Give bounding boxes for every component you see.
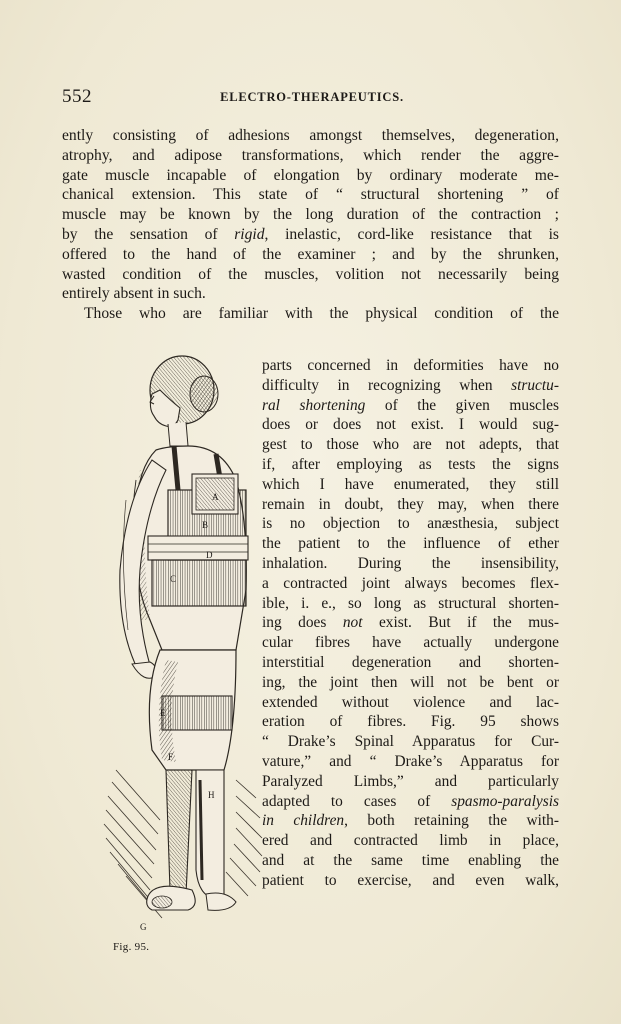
text-line bbox=[262, 376, 559, 396]
text-line bbox=[262, 811, 559, 831]
text-line: “ Drake’s Spinal Apparatus for Cur- bbox=[262, 733, 559, 751]
text-line: entirely absent in such. bbox=[62, 285, 206, 303]
text-line: is no objection to anæsthesia, subject bbox=[262, 515, 559, 533]
text-line: ently consisting of adhesions amongst themselves, degeneration, bbox=[62, 127, 559, 144]
text-line: which I have enumerated, they still bbox=[262, 475, 559, 493]
body-text-full-width bbox=[62, 126, 559, 324]
text-segment: by the sensation of bbox=[62, 225, 235, 243]
text-segment: , inelastic, cord-like resistance that is bbox=[264, 225, 559, 243]
text-line: ing, the joint then will not be bent or bbox=[262, 673, 559, 691]
text-line: gest to those who are not adepts, that bbox=[262, 436, 559, 454]
text-line: patient to exercise, and even walk, bbox=[262, 871, 559, 889]
text-line: Paralyzed Limbs,” and particularly bbox=[262, 772, 559, 790]
text-line: if, after employing as tests the signs bbox=[262, 455, 559, 473]
running-title: ELECTRO-THERAPEUTICS. bbox=[220, 90, 404, 104]
text-line: remain in doubt, they may, when there bbox=[262, 495, 559, 513]
text-line: offered to the hand of the examiner ; and by the shrunken, bbox=[62, 245, 559, 263]
text-segment: adapted to cases of bbox=[262, 792, 452, 810]
italic-word: not bbox=[342, 614, 363, 632]
italic-word: ral shortening bbox=[262, 396, 366, 414]
text-line: muscle may be known by the long duration of the contraction ; bbox=[62, 206, 559, 224]
text-line: gate muscle incapable of elongation by ordinary moderate me- bbox=[62, 166, 559, 184]
figure-head bbox=[150, 356, 218, 446]
italic-word: in children bbox=[262, 812, 345, 830]
svg-text:H: H bbox=[208, 790, 215, 800]
text-line: cular fibres have actually undergone bbox=[262, 634, 559, 652]
running-head bbox=[62, 86, 562, 108]
text-line: does or does not exist. I would sug- bbox=[262, 416, 559, 434]
text-line: a contracted joint always becomes flex- bbox=[262, 574, 559, 592]
text-line bbox=[62, 225, 559, 245]
text-line: the patient to the influence of ether bbox=[262, 535, 559, 553]
italic-word: rigid bbox=[234, 225, 265, 243]
svg-text:G: G bbox=[140, 922, 147, 932]
svg-text:A: A bbox=[212, 492, 219, 502]
text-line: parts concerned in deformities have no bbox=[262, 357, 559, 374]
text-line: and at the same time enabling the bbox=[262, 851, 559, 869]
figure-caption: Fig. 95. bbox=[113, 941, 150, 953]
svg-text:B: B bbox=[202, 520, 209, 530]
figure-legs bbox=[140, 650, 236, 932]
text-segment: , both retaining the with- bbox=[344, 812, 559, 830]
text-segment: ing does bbox=[262, 614, 343, 632]
svg-text:F: F bbox=[168, 752, 174, 762]
text-line: vature,” and “ Drake’s Apparatus for bbox=[262, 752, 559, 770]
text-line bbox=[262, 613, 559, 633]
italic-word: structu- bbox=[511, 376, 559, 394]
text-line: inhalation. During the insensibility, bbox=[262, 554, 559, 572]
figure-95-illustration bbox=[96, 350, 264, 935]
text-line: Those who are familiar with the physical condition of the bbox=[84, 305, 559, 323]
text-line: ered and contracted limb in place, bbox=[262, 832, 559, 850]
text-line: extended without violence and lac- bbox=[262, 693, 559, 711]
text-line: atrophy, and adipose transformations, which render the aggre- bbox=[62, 146, 559, 164]
svg-text:C: C bbox=[170, 574, 177, 584]
text-line: eration of fibres. Fig. 95 shows bbox=[262, 713, 559, 731]
text-line: ible, i. e., so long as structural shorten- bbox=[262, 594, 559, 612]
italic-word: spasmo-paralysis bbox=[451, 792, 559, 810]
text-line bbox=[262, 396, 559, 416]
text-line: interstitial degeneration and shorten- bbox=[262, 653, 559, 671]
text-line: wasted condition of the muscles, volition not necessarily being bbox=[62, 265, 559, 283]
text-line bbox=[262, 792, 559, 812]
text-line: chanical extension. This state of “ structural shortening ” of bbox=[62, 186, 559, 204]
text-segment: difficulty in recognizing when bbox=[262, 376, 512, 394]
text-segment: exist. But if the mus- bbox=[362, 614, 559, 632]
text-segment: of the given muscles bbox=[365, 396, 559, 414]
body-text-side-column bbox=[262, 356, 559, 891]
svg-text:E: E bbox=[160, 708, 166, 718]
svg-text:D: D bbox=[206, 550, 213, 560]
page-number: 552 bbox=[62, 86, 92, 107]
